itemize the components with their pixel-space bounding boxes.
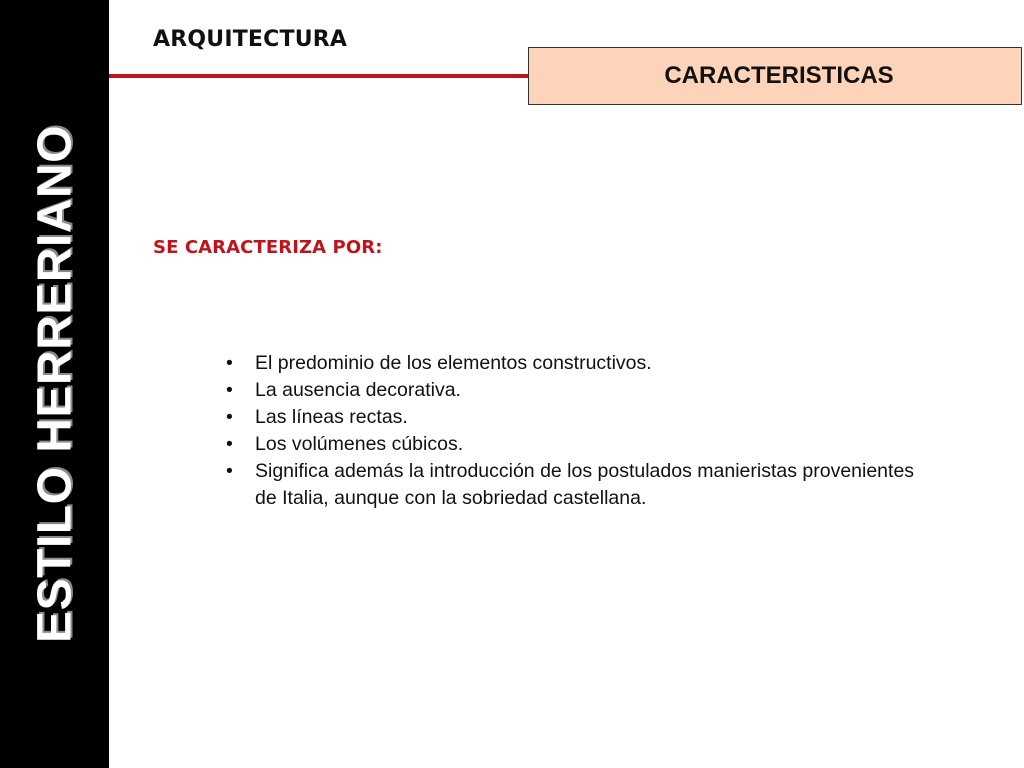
bullet-text: La ausencia decorativa. [255,379,461,401]
bullet-marker: • [226,433,233,455]
bullet-marker: • [226,406,233,428]
topic-box [528,47,1022,105]
bullet-list [226,350,926,512]
bullet-marker: • [226,379,233,401]
bullet-text: Significa además la introducción de los postulados manieristas provenientes de Italia, aunque con la sobriedad castellana. [255,460,915,509]
bullet-text: Los volúmenes cúbicos. [255,433,464,455]
bullet-item [226,377,926,404]
bullet-marker: • [226,460,233,482]
bullet-text: El predominio de los elementos constructivos. [255,352,652,374]
bullet-item [226,431,926,458]
bullet-item [226,350,926,377]
bullet-item [226,458,926,512]
vertical-title: ESTILO HERRERIANO [28,125,82,643]
sidebar-panel [0,0,109,768]
header-divider [109,74,529,78]
bullet-item [226,404,926,431]
section-label: ARQUITECTURA [153,27,348,52]
bullet-marker: • [226,352,233,374]
subheading: SE CARACTERIZA POR: [153,237,383,258]
bullet-text: Las líneas rectas. [255,406,408,428]
topic-title: CARACTERISTICAS [664,62,894,89]
